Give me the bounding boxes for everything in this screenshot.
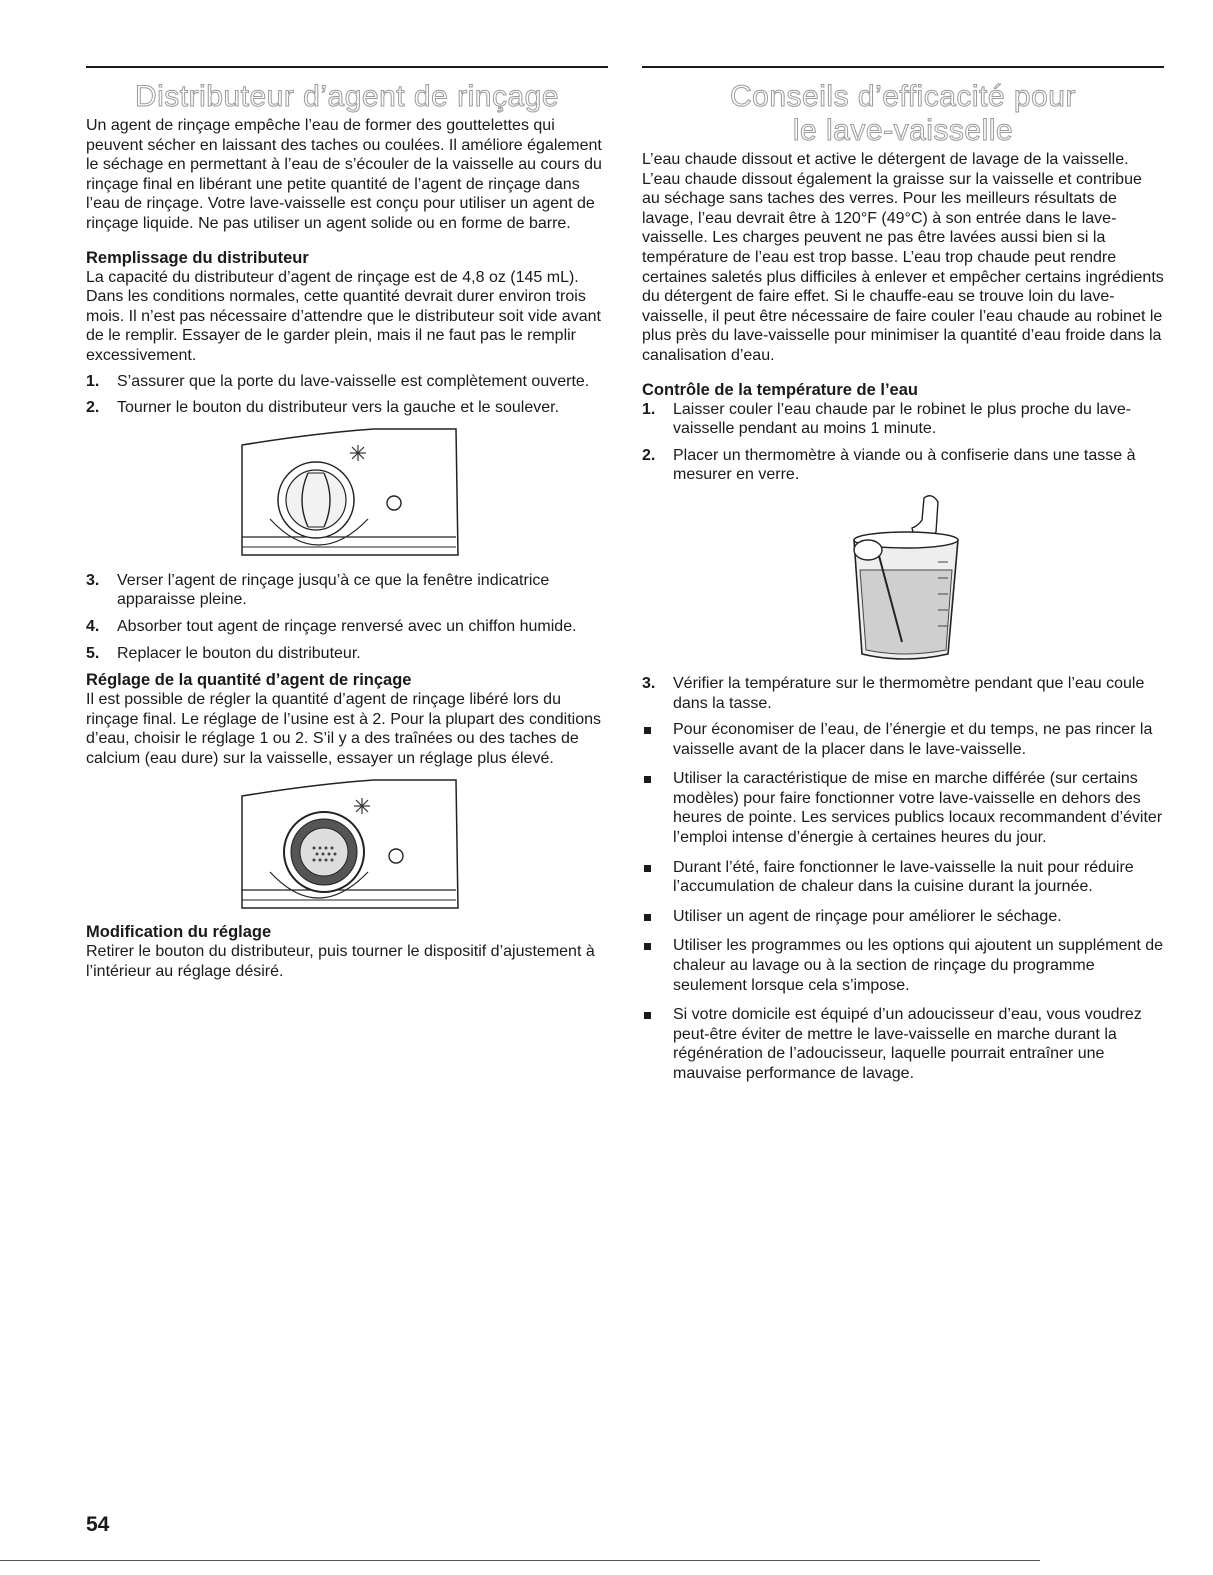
efficiency-tips bbox=[642, 720, 1164, 1084]
list-item: 3. Verser l’agent de rinçage jusqu’à ce que la fenêtre indicatrice apparaisse pleine. bbox=[86, 571, 550, 609]
bullet-square-icon bbox=[644, 914, 651, 921]
list-item: 5. Replacer le bouton du distributeur. bbox=[86, 644, 361, 662]
filling-steps-a bbox=[86, 372, 608, 418]
temp-steps-b bbox=[642, 674, 1164, 713]
list-item: Utiliser un agent de rinçage pour améliorer le séchage. bbox=[642, 907, 1164, 927]
bullet-square-icon bbox=[644, 943, 651, 950]
adjuster-dial-illustration bbox=[86, 776, 608, 918]
thermometer-cup-illustration bbox=[642, 492, 1164, 668]
heading-adjust: Réglage de la quantité d’agent de rinçage bbox=[86, 671, 412, 690]
filling-steps-b bbox=[86, 571, 608, 663]
list-item: Utiliser la caractéristique de mise en marche différée (sur certains modèles) pour faire fonctionner votre lave-vaisselle en dehors des heures de pointe. Les services publics locaux recommandent d’éviter l’emploi intense d’énergie à certaines heures du jour. bbox=[642, 769, 1164, 847]
list-item: Si votre domicile est équipé d’un adoucisseur d’eau, vous voudrez peut-être éviter de mettre le lave-vaisselle en marche durant la régénération de l’adoucisseur, laquelle pourrait entraîner une mauvaise performance de lavage. bbox=[642, 1005, 1164, 1083]
efficiency-intro: L’eau chaude dissout et active le détergent de lavage de la vaisselle. L’eau chaude dissout également la graisse sur la vaisselle et contribue au séchage sans taches des verres. Pour les meilleurs résultats de lavage, l’eau devrait être à 120°F (49°C) à son entrée dans le lave-vaisselle. Les charges peuvent ne pas être lavées aussi bien si la température de l’eau est trop basse. L’eau trop chaude peut rendre certaines saletés plus difficiles à enlever et empêcher certains ingrédients du détergent de faire effet. Si le chauffe-eau se trouve loin du lave-vaisselle, il peut être nécessaire de faire couler l’eau chaude au robinet le plus près du lave-vaisselle pour minimiser la quantité d’eau froide dans la canalisation d’eau. bbox=[642, 151, 1164, 364]
right-column bbox=[642, 0, 1164, 1094]
list-item: 1. S’assurer que la porte du lave-vaisselle est complètement ouverte. bbox=[86, 372, 590, 390]
modify-text: Retirer le bouton du distributeur, puis tourner le dispositif d’ajustement à l’intérieur au réglage désiré. bbox=[86, 943, 595, 981]
section-title-efficiency: Conseils d’efficacité pour le lave-vaisselle bbox=[730, 80, 1076, 147]
left-column bbox=[86, 0, 608, 996]
heading-modify: Modification du réglage bbox=[86, 923, 272, 942]
list-item: 4. Absorber tout agent de rinçage renversé avec un chiffon humide. bbox=[86, 617, 577, 635]
bullet-square-icon bbox=[644, 776, 651, 783]
filling-text: La capacité du distributeur d’agent de rinçage est de 4,8 oz (145 mL). Dans les conditions normales, cette quantité devrait durer environ trois mois. Il n’est pas nécessaire d’attendre que le distributeur soit vide avant de le remplir. Essayer de le garder plein, mais il ne faut pas le remplir excessivement. bbox=[86, 268, 601, 364]
temp-steps-a bbox=[642, 400, 1164, 485]
rinse-aid-intro: Un agent de rinçage empêche l’eau de former des gouttelettes qui peuvent sécher en laissant des taches ou coulées. Il améliore également le séchage en permettant à l’eau de s’écouler de la vaisselle au cours du rinçage final en libérant une petite quantité de l’agent de rinçage dans l’eau de rinçage. Votre lave-vaisselle est conçu pour utiliser un agent de rinçage liquide. Ne pas utiliser un agent solide ou en forme de barre. bbox=[86, 117, 602, 232]
adjust-text: Il est possible de régler la quantité d’agent de rinçage libéré lors du rinçage final. Le réglage de l’usine est à 2. Pour la plupart des conditions d’eau, choisir le réglage 1 ou 2. S’il y a des traînées ou des taches de calcium (eau dure) sur la vaisselle, essayer un réglage plus élevé. bbox=[86, 691, 601, 767]
bullet-square-icon bbox=[644, 865, 651, 872]
top-rule-left bbox=[86, 66, 608, 68]
bullet-square-icon bbox=[644, 727, 651, 734]
list-item: 3. Vérifier la température sur le thermomètre pendant que l’eau coule dans la tasse. bbox=[642, 674, 1145, 712]
list-item: 2. Placer un thermomètre à viande ou à confiserie dans une tasse à mesurer en verre. bbox=[642, 446, 1136, 484]
heading-filling: Remplissage du distributeur bbox=[86, 248, 309, 267]
section-title-rinse-aid: Distributeur d’agent de rinçage bbox=[134, 80, 560, 113]
heading-water-temp: Contrôle de la température de l’eau bbox=[642, 380, 918, 399]
bottom-rule bbox=[0, 1560, 1040, 1561]
dispenser-cap-illustration bbox=[86, 425, 608, 565]
page-number: 54 bbox=[86, 1513, 110, 1536]
bullet-square-icon bbox=[644, 1012, 651, 1019]
list-item: 1. Laisser couler l’eau chaude par le robinet le plus proche du lave-vaisselle pendant au moins 1 minute. bbox=[642, 400, 1132, 438]
list-item: Utiliser les programmes ou les options qui ajoutent un supplément de chaleur au lavage ou à la section de rinçage du programme seulement lorsque cela s’impose. bbox=[642, 936, 1164, 995]
list-item: Pour économiser de l’eau, de l’énergie et du temps, ne pas rincer la vaisselle avant de la placer dans le lave-vaisselle. bbox=[642, 720, 1164, 759]
list-item: 2. Tourner le bouton du distributeur vers la gauche et le soulever. bbox=[86, 399, 560, 417]
top-rule-right bbox=[642, 66, 1164, 68]
list-item: Durant l’été, faire fonctionner le lave-vaisselle la nuit pour réduire l’accumulation de chaleur dans la cuisine durant la journée. bbox=[642, 858, 1164, 897]
